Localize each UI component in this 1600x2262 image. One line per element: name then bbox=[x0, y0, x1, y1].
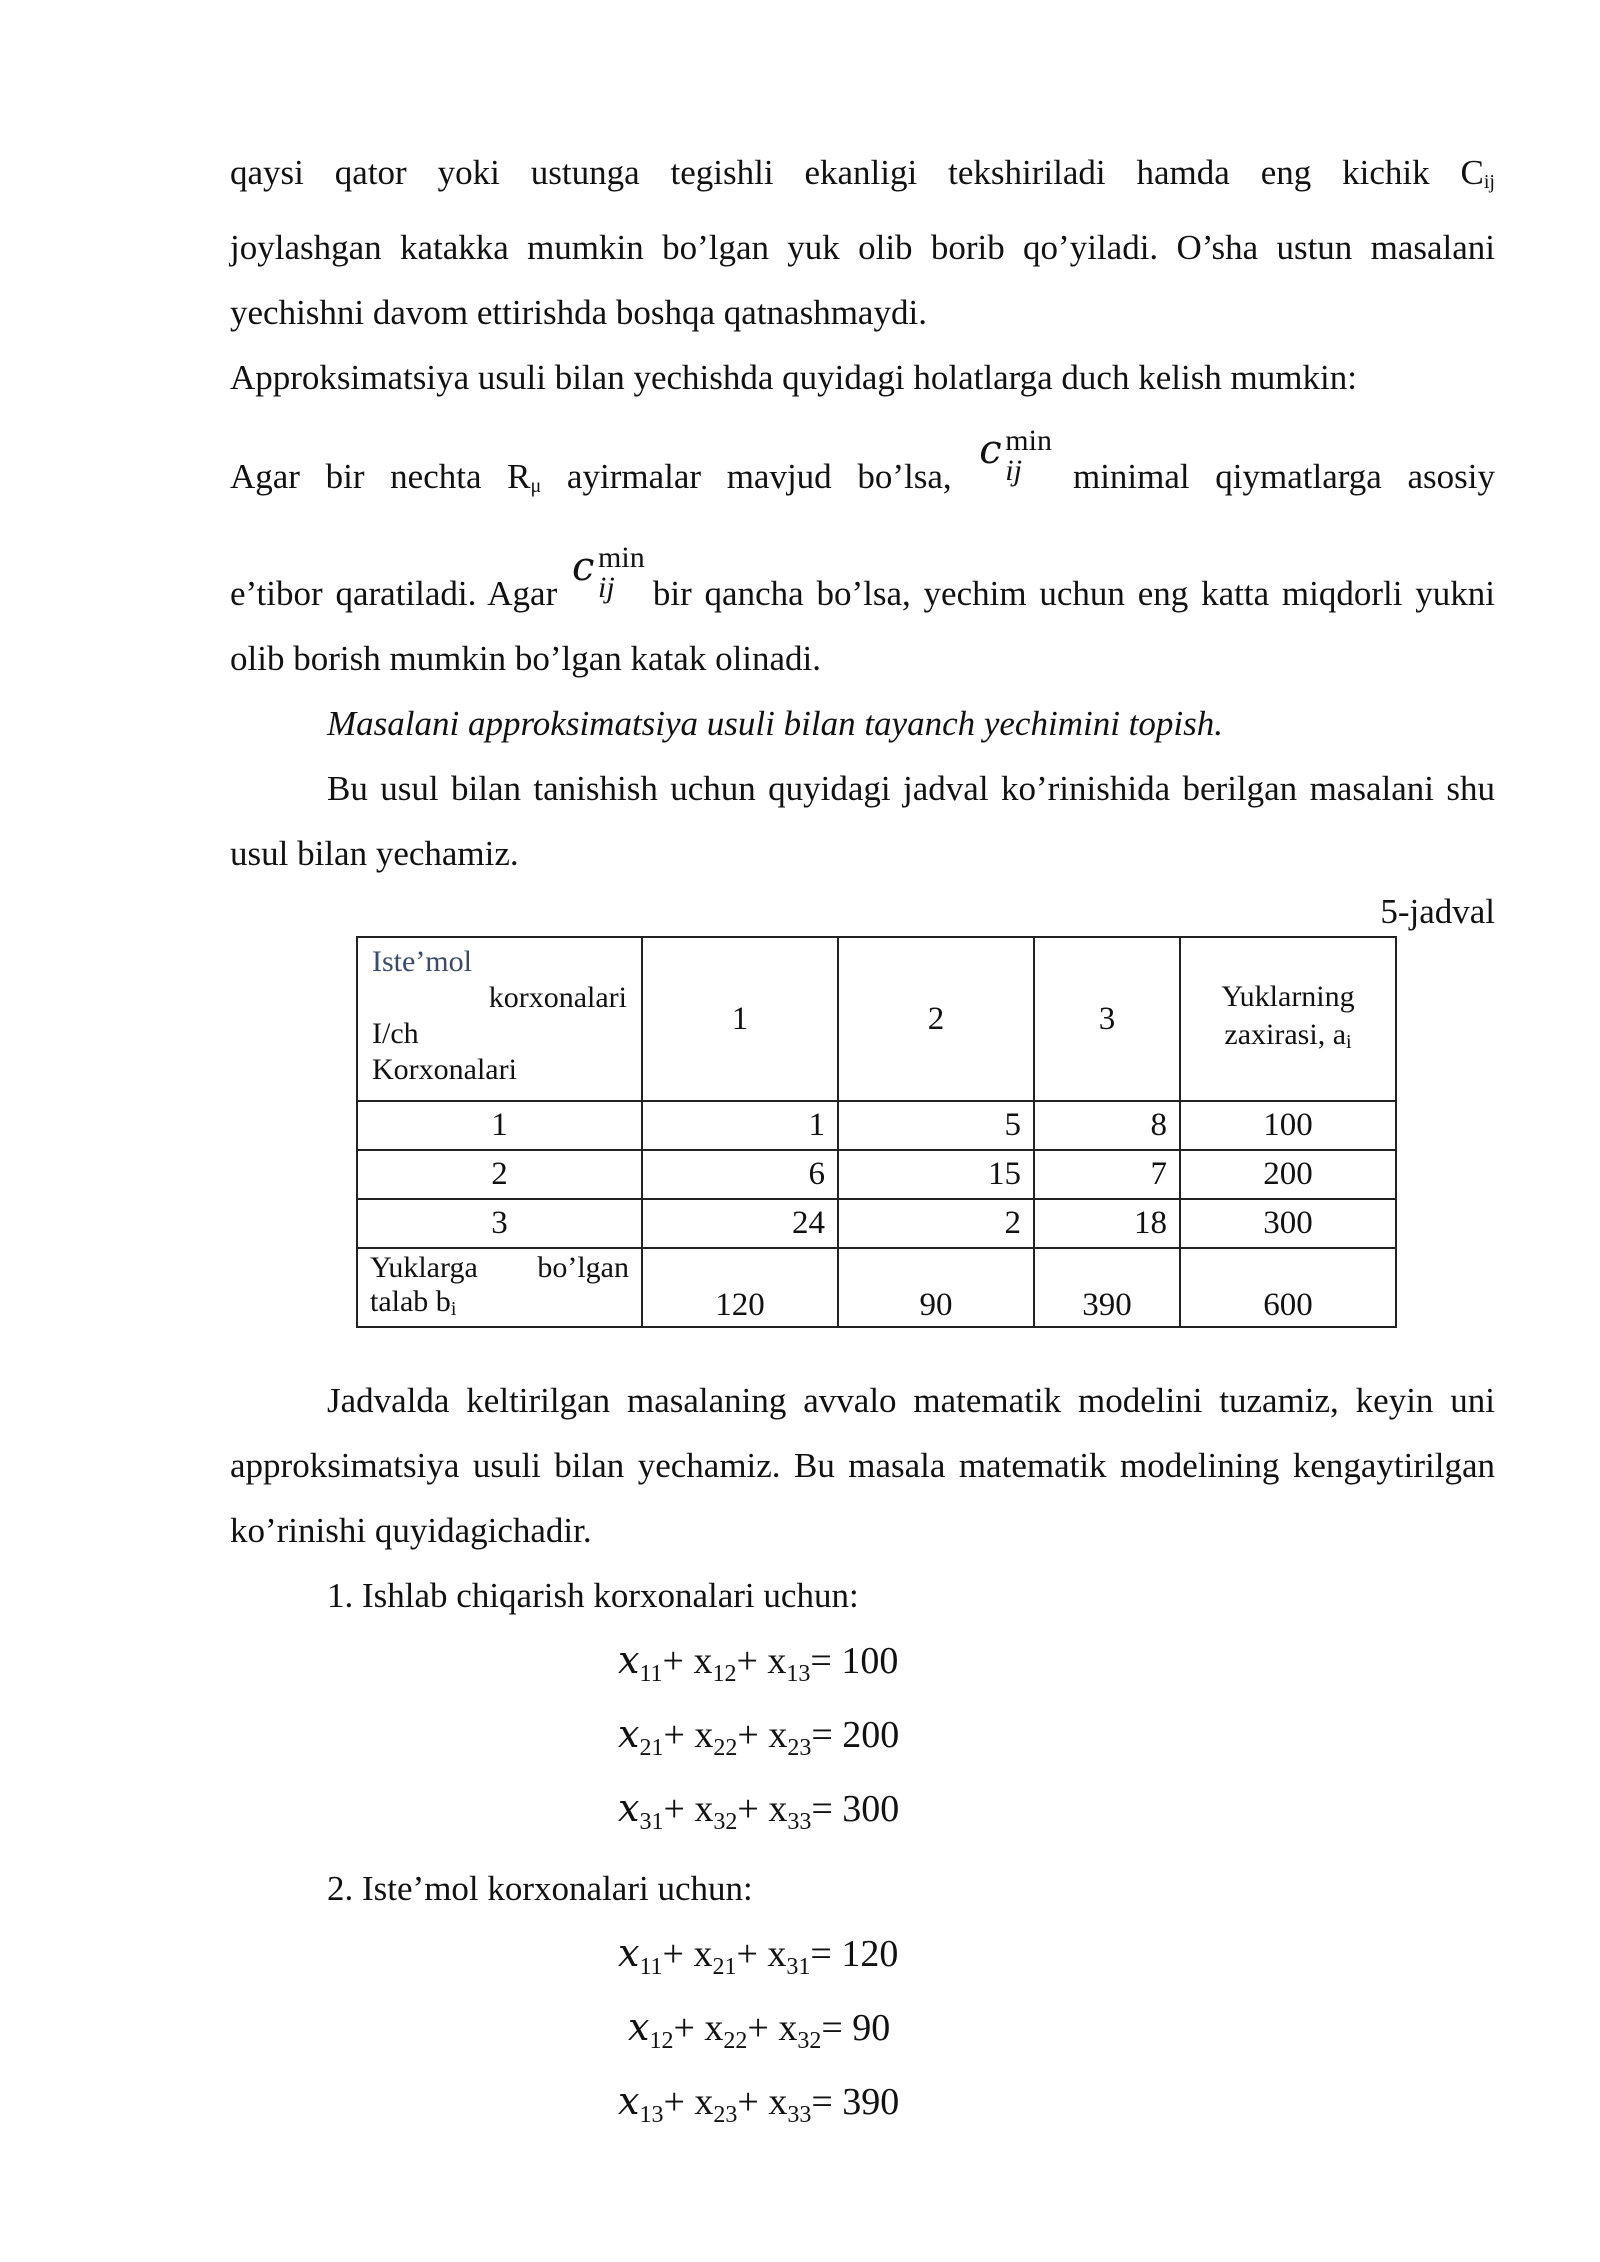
column-header-3: 3 bbox=[1034, 937, 1180, 1101]
eq-equals: = bbox=[810, 1640, 832, 1682]
row-label: 3 bbox=[357, 1199, 642, 1248]
eq-var: x bbox=[767, 1640, 787, 1682]
eq-var: x bbox=[618, 1931, 640, 1975]
supply-header-cell bbox=[1180, 937, 1396, 1101]
eq-var: x bbox=[694, 1788, 714, 1830]
supply-header-text-2 bbox=[1193, 1016, 1383, 1061]
eq-equals: = bbox=[821, 2007, 843, 2049]
eq-index: 31 bbox=[639, 1809, 664, 1835]
eq-index: 21 bbox=[639, 1735, 664, 1761]
eq-rhs: 120 bbox=[841, 1933, 899, 1975]
eq-equals: = bbox=[810, 1933, 832, 1975]
formula-c: c bbox=[979, 427, 1002, 473]
cost-cell: 2 bbox=[838, 1199, 1034, 1248]
demand-label-cell bbox=[357, 1248, 642, 1327]
column-header-2: 2 bbox=[838, 937, 1034, 1101]
document-page bbox=[230, 140, 1495, 2145]
cost-cell: 18 bbox=[1034, 1199, 1180, 1248]
eq-var: x bbox=[618, 1786, 640, 1830]
eq-index: 21 bbox=[712, 1954, 737, 1980]
demand-cell: 90 bbox=[838, 1248, 1034, 1327]
eq-plus: + bbox=[663, 2081, 685, 2123]
cost-cell: 24 bbox=[642, 1199, 838, 1248]
corner-text: Iste’mol bbox=[372, 945, 472, 978]
eq-index: 13 bbox=[639, 2102, 664, 2128]
corner-text: Korxonalari bbox=[372, 1053, 517, 1086]
equation-row bbox=[618, 1778, 1495, 1852]
text-span: e’tibor qaratiladi. Agar bbox=[230, 574, 571, 613]
eq-var: x bbox=[694, 2081, 714, 2123]
eq-index: 11 bbox=[639, 1954, 663, 1980]
formula-superscript: min bbox=[598, 541, 645, 574]
list-item-2: 2. Iste’mol korxonalari uchun: bbox=[327, 1869, 753, 1908]
row-label: 2 bbox=[357, 1150, 642, 1199]
formula-c: c bbox=[572, 544, 595, 590]
eq-var: x bbox=[768, 1788, 788, 1830]
eq-index: 33 bbox=[787, 2102, 812, 2128]
eq-index: 23 bbox=[787, 1735, 812, 1761]
text-span: Yuklarga bbox=[370, 1251, 478, 1284]
eq-var: x bbox=[704, 2007, 724, 2049]
eq-plus: + bbox=[662, 1640, 684, 1682]
supply-cell: 300 bbox=[1180, 1199, 1396, 1248]
eq-plus: + bbox=[662, 1933, 684, 1975]
demand-label-line-1 bbox=[370, 1251, 629, 1285]
corner-text: korxonalari bbox=[488, 981, 627, 1014]
eq-rhs: 390 bbox=[842, 2081, 900, 2123]
table-row bbox=[357, 1199, 1396, 1248]
eq-var: x bbox=[693, 1933, 713, 1975]
subscript: i bbox=[1346, 1030, 1352, 1053]
eq-rhs: 100 bbox=[841, 1640, 899, 1682]
eq-equals: = bbox=[811, 1714, 833, 1756]
subscript: μ bbox=[530, 475, 542, 497]
eq-var: x bbox=[628, 2005, 650, 2049]
eq-rhs: 300 bbox=[842, 1788, 900, 1830]
eq-var: x bbox=[767, 1933, 787, 1975]
subscript: i bbox=[450, 1298, 457, 1320]
eq-plus: + bbox=[736, 1933, 758, 1975]
supply-cell: 200 bbox=[1180, 1150, 1396, 1199]
eq-index: 23 bbox=[713, 2102, 738, 2128]
eq-index: 12 bbox=[649, 2028, 674, 2054]
text-span: bir qancha bo’lsa, yechim uchun eng katta miqdorli yukni olib borish mumkin bo’lgan katak olinadi. bbox=[230, 574, 1495, 678]
eq-equals: = bbox=[811, 1788, 833, 1830]
c-min-ij-formula bbox=[570, 541, 645, 605]
formula-subscript: ij bbox=[598, 571, 615, 604]
eq-var: x bbox=[618, 1712, 640, 1756]
eq-index: 22 bbox=[723, 2028, 748, 2054]
consumption-equations bbox=[618, 1923, 1495, 2145]
eq-index: 11 bbox=[639, 1661, 663, 1687]
equation-row bbox=[618, 1630, 1495, 1704]
eq-var: x bbox=[778, 2007, 798, 2049]
demand-row bbox=[357, 1248, 1396, 1327]
eq-rhs: 200 bbox=[842, 1714, 900, 1756]
eq-plus: + bbox=[673, 2007, 695, 2049]
paragraph-4 bbox=[230, 541, 1495, 691]
equation-row bbox=[618, 1997, 1495, 2071]
cost-cell: 8 bbox=[1034, 1101, 1180, 1150]
text-span: qaysi qator yoki ustunga tegishli ekanligi tekshiriladi hamda eng kichik C bbox=[230, 153, 1484, 192]
formula-subscript: ij bbox=[1005, 454, 1022, 487]
row-label: 1 bbox=[357, 1101, 642, 1150]
formula-superscript: min bbox=[1005, 424, 1052, 457]
paragraph-1-rest: joylashgan katakka mumkin bo’lgan yuk olib borib qo’yiladi. O’sha ustun masalani yechishni davom ettirishda boshqa qatnashmaydi. bbox=[230, 228, 1495, 332]
supply-header-text: Yuklarning bbox=[1221, 979, 1355, 1013]
column-header-1: 1 bbox=[642, 937, 838, 1101]
equation-row bbox=[618, 1704, 1495, 1778]
paragraph-3 bbox=[230, 424, 1495, 519]
cost-cell: 7 bbox=[1034, 1150, 1180, 1199]
corner-text: I/ch bbox=[372, 1017, 419, 1050]
eq-var: x bbox=[693, 1640, 713, 1682]
eq-index: 31 bbox=[786, 1954, 811, 1980]
table-header-row bbox=[357, 937, 1396, 1101]
eq-plus: + bbox=[737, 1788, 759, 1830]
equation-row bbox=[618, 2071, 1495, 2145]
eq-index: 33 bbox=[787, 1809, 812, 1835]
text-span: ayirmalar mavjud bo’lsa, bbox=[541, 457, 978, 496]
demand-label-line-2 bbox=[370, 1285, 629, 1326]
table-row bbox=[357, 1150, 1396, 1199]
eq-index: 12 bbox=[712, 1661, 737, 1687]
eq-index: 22 bbox=[713, 1735, 738, 1761]
eq-var: x bbox=[618, 1638, 640, 1682]
section-heading-italic: Masalani approksimatsiya usuli bilan tayanch yechimini topish. bbox=[327, 704, 1223, 743]
text-span: zaxirasi, a bbox=[1224, 1017, 1347, 1051]
production-equations bbox=[618, 1630, 1495, 1852]
demand-total-cell: 600 bbox=[1180, 1248, 1396, 1327]
text-span: talab b bbox=[370, 1285, 451, 1318]
eq-plus: + bbox=[663, 1788, 685, 1830]
text-span: minimal qiymatlarga asosiy bbox=[1047, 457, 1495, 496]
text-span: bo’lgan bbox=[537, 1251, 629, 1284]
table-row bbox=[357, 1101, 1396, 1150]
cost-cell: 5 bbox=[838, 1101, 1034, 1150]
eq-var: x bbox=[618, 2079, 640, 2123]
subscript: ij bbox=[1483, 171, 1495, 193]
eq-var: x bbox=[694, 1714, 714, 1756]
cost-cell: 6 bbox=[642, 1150, 838, 1199]
eq-index: 32 bbox=[797, 2028, 822, 2054]
paragraph-6: Bu usul bilan tanishish uchun quyidagi jadval ko’rinishida berilgan masalani shu usul bilan yechamiz. bbox=[230, 769, 1495, 873]
eq-rhs: 90 bbox=[852, 2007, 891, 2049]
supply-cell: 100 bbox=[1180, 1101, 1396, 1150]
cost-cell: 15 bbox=[838, 1150, 1034, 1199]
eq-plus: + bbox=[737, 2081, 759, 2123]
table-caption: 5-jadval bbox=[1380, 892, 1495, 931]
eq-index: 13 bbox=[786, 1661, 811, 1687]
eq-plus: + bbox=[737, 1714, 759, 1756]
list-item-1: 1. Ishlab chiqarish korxonalari uchun: bbox=[327, 1576, 859, 1615]
c-min-ij-formula bbox=[977, 424, 1052, 488]
text-span: Agar bir nechta R bbox=[230, 457, 531, 496]
eq-equals: = bbox=[811, 2081, 833, 2123]
equation-row bbox=[618, 1923, 1495, 1997]
paragraph-1-line-1 bbox=[230, 140, 1495, 215]
paragraph-7: Jadvalda keltirilgan masalaning avvalo matematik modelini tuzamiz, keyin uni approksimatsiya usuli bilan yechamiz. Bu masala matematik modelining kengaytirilgan ko’rinishi quyidagichadir. bbox=[230, 1381, 1495, 1550]
demand-cell: 390 bbox=[1034, 1248, 1180, 1327]
eq-var: x bbox=[768, 1714, 788, 1756]
eq-plus: + bbox=[747, 2007, 769, 2049]
cost-cell: 1 bbox=[642, 1101, 838, 1150]
eq-plus: + bbox=[663, 1714, 685, 1756]
demand-cell: 120 bbox=[642, 1248, 838, 1327]
eq-index: 32 bbox=[713, 1809, 738, 1835]
eq-plus: + bbox=[736, 1640, 758, 1682]
paragraph-2: Approksimatsiya usuli bilan yechishda quyidagi holatlarga duch kelish mumkin: bbox=[230, 358, 1357, 397]
corner-header-cell bbox=[357, 937, 642, 1101]
eq-var: x bbox=[768, 2081, 788, 2123]
transport-table bbox=[356, 936, 1397, 1328]
